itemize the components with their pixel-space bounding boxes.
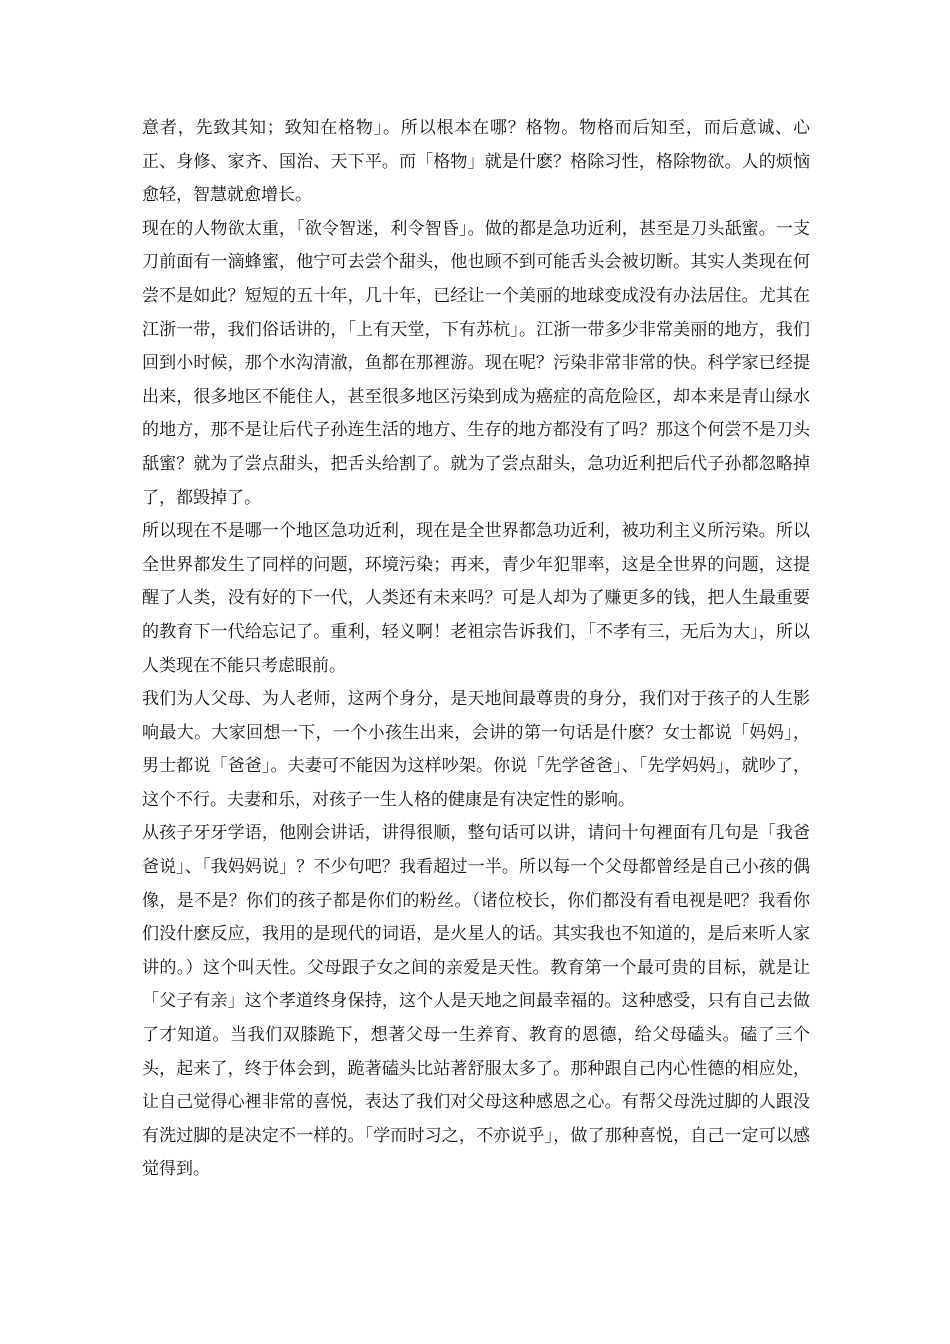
paragraph-2: 现在的人物欲太重，「欲令智迷，利令智昏」。做的都是急功近利，甚至是刀头舐蜜。一支刀前面有一滴蜂蜜，他宁可去尝个甜头，他也顾不到可能舌头会被切断。其实人类现在何尝不是如此？短短的五十年，几十年，已经让一个美丽的地球变成没有办法居住。尤其在江浙一带，我们俗话讲的，「上有天堂，下有苏杭」。江浙一带多少非常美丽的地方，我们回到小时候，那个水沟清澈，鱼都在那裡游。现在呢？污染非常非常的快。科学家已经提出来，很多地区不能住人，甚至很多地区污染到成为癌症的高危险区，却本来是青山绿水的地方，那不是让后代子孙连生活的地方、生存的地方都没有了吗？那这个何尝不是刀头舐蜜？就为了尝点甜头，把舌头给割了。就为了尝点甜头，急功近利把后代子孙都忽略掉了，都毁掉了。 [142,218,810,508]
paragraph-1: 意者，先致其知；致知在格物」。所以根本在哪？格物。物格而后知至，而后意诚、心正、身修、家齐、国治、天下平。而「格物」就是什麽？格除习性，格除物欲。人的烦恼愈轻，智慧就愈增长。 [142,118,810,206]
paragraph-3: 所以现在不是哪一个地区急功近利，现在是全世界都急功近利，被功利主义所污染。所以全世界都发生了同样的问题，环境污染；再来，青少年犯罪率，这是全世界的问题，这提醒了人类，没有好的下一代，人类还有未来吗？可是人却为了赚更多的钱，把人生最重要的教育下一代给忘记了。重利，轻义啊！老祖宗告诉我们，「不孝有三，无后为大」，所以人类现在不能只考虑眼前。 [142,521,810,676]
document-page [142,112,810,1187]
paragraph-5: 从孩子牙牙学语，他刚会讲话，讲得很顺，整句话可以讲，请问十句裡面有几句是「我爸爸说」、「我妈妈说」？不少句吧？我看超过一半。所以每一个父母都曾经是自己小孩的偶像，是不是？你们的孩子都是你们的粉丝。（诸位校长，你们都没有看电视是吧？我看你们没什麽反应，我用的是现代的词语，是火星人的话。其实我也不知道的，是后来听人家讲的。）这个叫天性。父母跟子女之间的亲爱是天性。教育第一个最可贵的目标，就是让「父子有亲」这个孝道终身保持，这个人是天地之间最幸福的。这种感受，只有自己去做了才知道。当我们双膝跪下，想著父母一生养育、教育的恩德，给父母磕头。磕了三个头，起来了，终于体会到，跪著磕头比站著舒服太多了。那种跟自己内心性德的相应处，让自己觉得心裡非常的喜悦，表达了我们对父母这种感恩之心。有帮父母洗过脚的人跟没有洗过脚的是决定不一样的。「学而时习之，不亦说乎」，做了那种喜悦，自己一定可以感觉得到。 [142,823,810,1180]
paragraph-4: 我们为人父母、为人老师，这两个身分，是天地间最尊贵的身分，我们对于孩子的人生影响最大。大家回想一下，一个小孩生出来，会讲的第一句话是什麽？女士都说「妈妈」，男士都说「爸爸」。夫妻可不能因为这样吵架。你说「先学爸爸」、「先学妈妈」，就吵了，这个不行。夫妻和乐，对孩子一生人格的健康是有决定性的影响。 [142,689,810,810]
